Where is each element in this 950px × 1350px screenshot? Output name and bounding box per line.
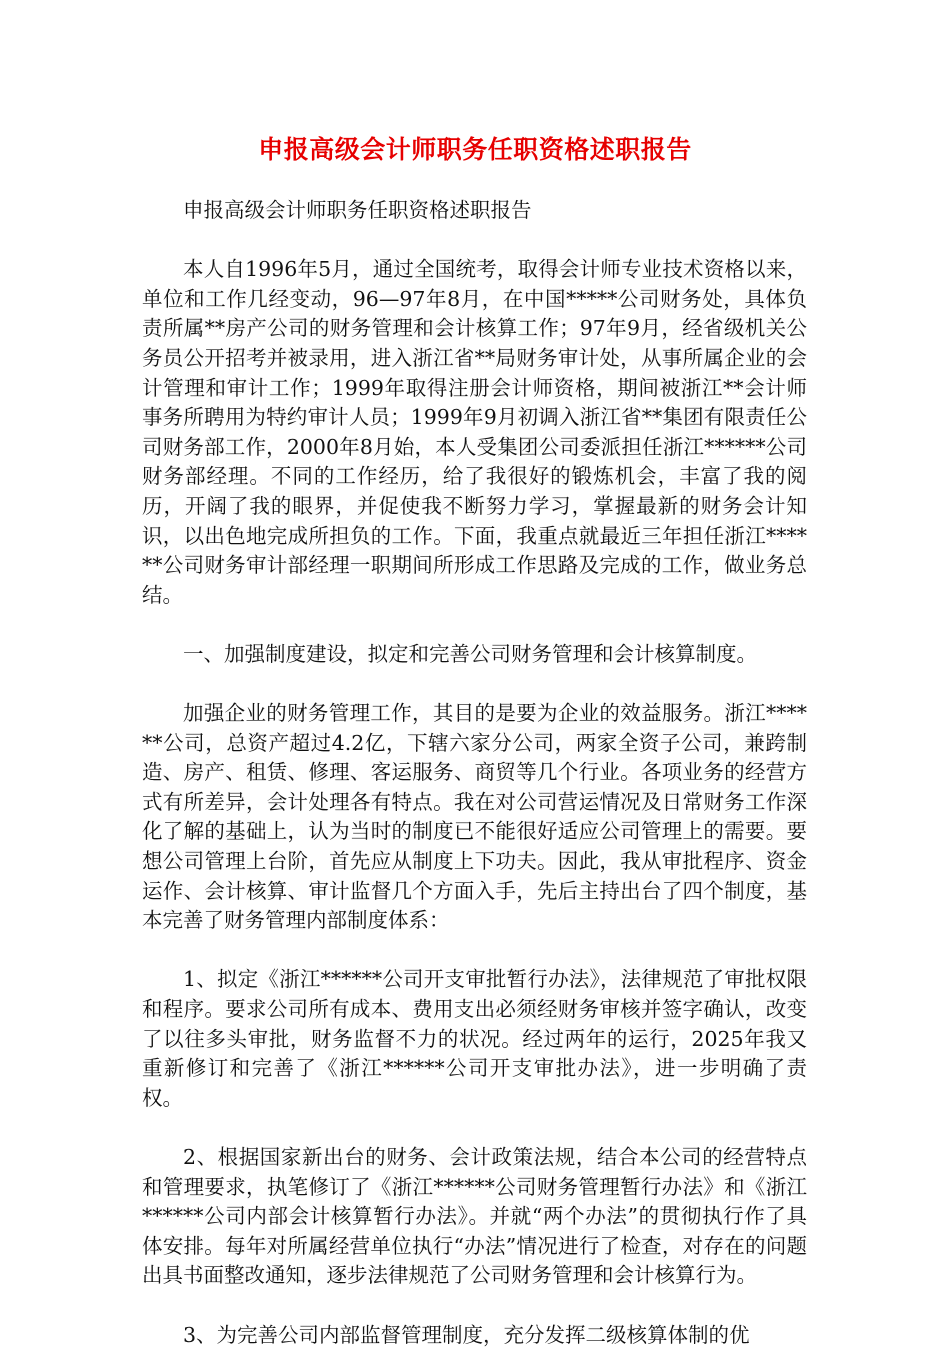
document-body: [142, 196, 807, 1350]
paragraph-item-2: 2、根据国家新出台的财务、会计政策法规，结合本公司的经营特点和管理要求，执笔修订了《浙江******公司财务管理暂行办法》和《浙江******公司内部会计核算暂行办法》。并就“两个办法”的贯彻执行作了具体安排。每年对所属经营单位执行“办法”情况进行了检查，对存在的问题出具书面整改通知，逐步法律规范了公司财务管理和会计核算行为。: [142, 1145, 807, 1288]
document-title: 申报高级会计师职务任职资格述职报告: [258, 135, 692, 164]
paragraph-background: 本人自1996年5月，通过全国统考，取得会计师专业技术资格以来，单位和工作几经变动，96—97年8月，在中国*****公司财务处，具体负责所属**房产公司的财务管理和会计核算工作；97年9月，经省级机关公务员公开招考并被录用，进入浙江省**局财务审计处，从事所属企业的会计管理和审计工作；1999年取得注册会计师资格，期间被浙江**会计师事务所聘用为特约审计人员；1999年9月初调入浙江省**集团有限责任公司财务部工作，2000年8月始，本人受集团公司委派担任浙江******公司财务部经理。不同的工作经历，给了我很好的锻炼机会，丰富了我的阅历，开阔了我的眼界，并促使我不断努力学习，掌握最新的财务会计知识，以出色地完成所担负的工作。下面，我重点就最近三年担任浙江******公司财务审计部经理一职期间所形成工作思路及完成的工作，做业务总结。: [142, 257, 807, 607]
paragraph-item-1: 1、拟定《浙江******公司开支审批暂行办法》，法律规范了审批权限和程序。要求公司所有成本、费用支出必须经财务审核并签字确认，改变了以往多头审批，财务监督不力的状况。经过两年的运行，2025年我又重新修订和完善了《浙江******公司开支审批办法》，进一步明确了责权。: [142, 967, 807, 1110]
paragraph-subtitle: 申报高级会计师职务任职资格述职报告: [183, 198, 532, 222]
paragraph-item-3: 3、为完善公司内部监督管理制度，充分发挥二级核算体制的优: [183, 1322, 750, 1347]
paragraph-section-heading-1: 一、加强制度建设，拟定和完善公司财务管理和会计核算制度。: [183, 641, 757, 666]
paragraph-section-1-intro: 加强企业的财务管理工作，其目的是要为企业的效益服务。浙江******公司，总资产超过4.2亿，下辖六家分公司，两家全资子公司，兼跨制造、房产、租赁、修理、客运服务、商贸等几个行业。各项业务的经营方式有所差异，会计处理各有特点。我在对公司营运情况及日常财务工作深化了解的基础上，认为当时的制度已不能很好适应公司管理上的需要。要想公司管理上台阶，首先应从制度上下功夫。因此，我从审批程序、资金运作、会计核算、审计监督几个方面入手，先后主持出台了四个制度，基本完善了财务管理内部制度体系：: [142, 701, 807, 933]
